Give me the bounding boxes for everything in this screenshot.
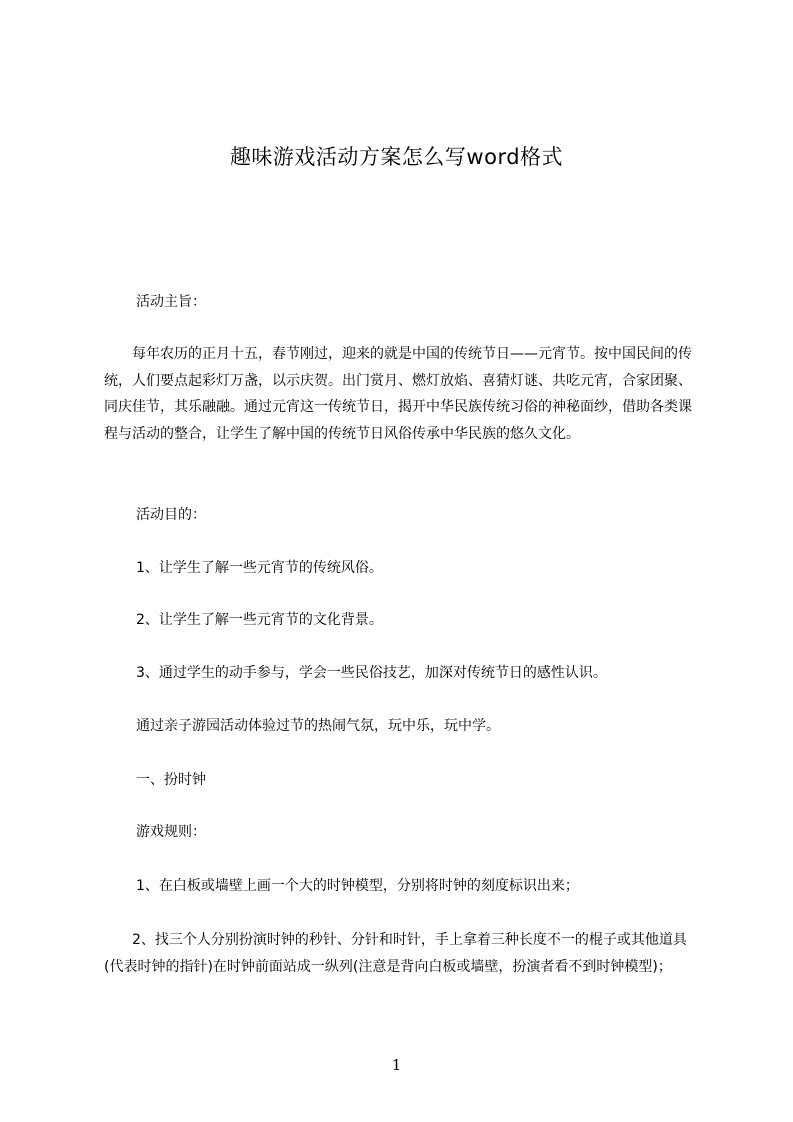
page-number: 1	[391, 1056, 402, 1074]
goal-summary: 通过亲子游园活动体验过节的热闹气氛，玩中乐，玩中学。	[136, 718, 500, 734]
goal-heading: 活动目的：	[136, 507, 206, 523]
rule-item-1: 1、在白板或墙壁上画一个大的时钟模型，分别将时钟的刻度标识出来；	[136, 878, 579, 894]
rules-heading: 游戏规则：	[136, 824, 206, 840]
goal-item-2: 2、让学生了解一些元宵节的文化背景。	[136, 612, 383, 628]
goal-item-1: 1、让学生了解一些元宵节的传统风俗。	[136, 560, 383, 576]
document-title: 趣味游戏活动方案怎么写word格式	[229, 145, 564, 169]
theme-paragraph: 每年农历的正月十五，春节刚过，迎来的就是中国的传统节日——元宵节。按中国民间的传统，人们要点起彩灯万盏，以示庆贺。出门赏月、燃灯放焰、喜猜灯谜、共吃元宵，合家团聚、同庆佳节，其乐融融。通过元宵这一传统节日，揭开中华民族传统习俗的神秘面纱，借助各类课程与活动的整合，让学生了解中国的传统节日风俗传承中华民族的悠久文化。	[104, 346, 692, 442]
rule-item-2: 2、找三个人分别扮演时钟的秒针、分针和时针，手上拿着三种长度不一的棍子或其他道具(代表时钟的指针)在时钟前面站成一纵列(注意是背向白板或墙壁，扮演者看不到时钟模型)；	[104, 932, 687, 975]
theme-heading: 活动主旨：	[136, 294, 206, 310]
game-1-heading: 一、扮时钟	[136, 772, 206, 788]
goal-item-3: 3、通过学生的动手参与，学会一些民俗技艺，加深对传统节日的感性认识。	[136, 665, 607, 681]
